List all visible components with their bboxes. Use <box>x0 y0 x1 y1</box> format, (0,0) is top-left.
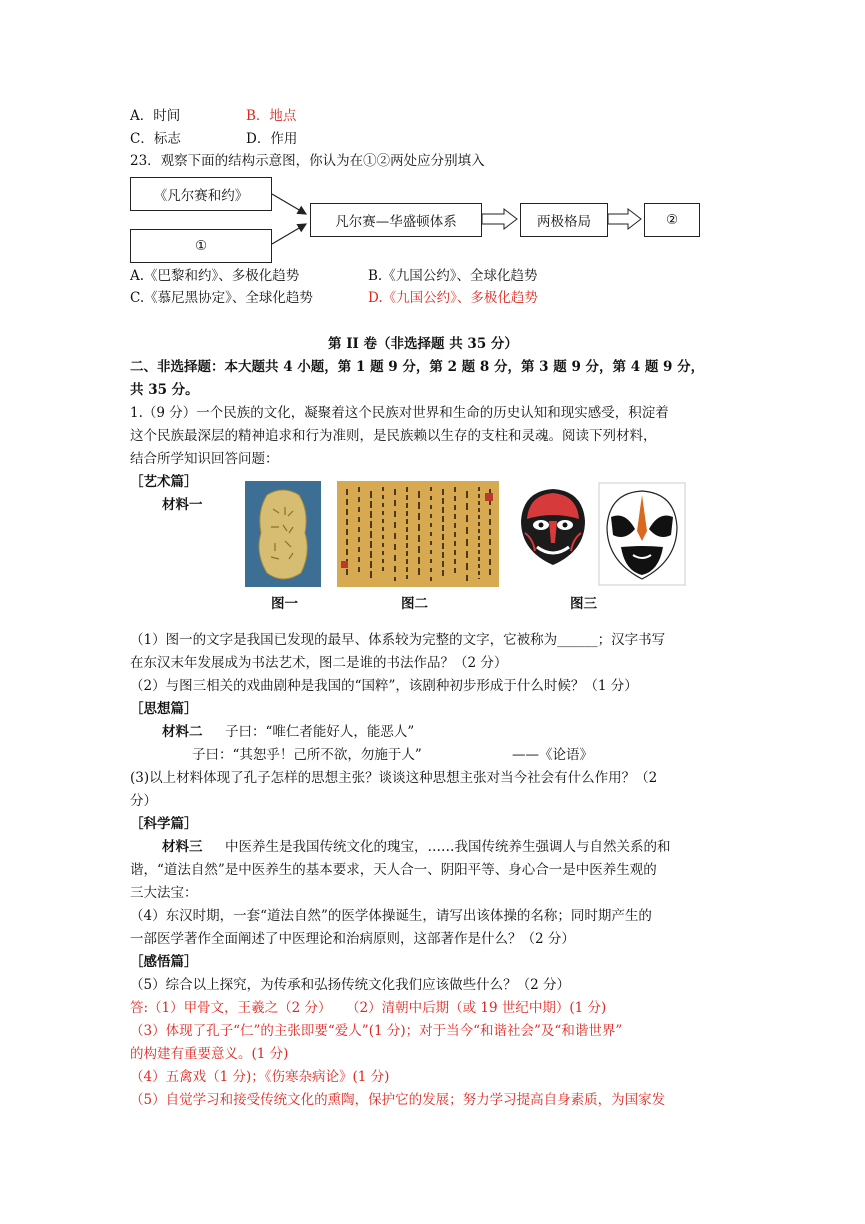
material3-label: 材料三 <box>162 839 203 855</box>
q23-option-d: D.《九国公约》、多极化趋势 <box>368 290 538 306</box>
q1-intro-line2: 这个民族最深层的精神追求和行为准则，是民族赖以生存的支柱和灵魂。阅读下列材料， <box>130 428 657 444</box>
material2-line1: 子曰：“唯仁者能好人，能恶人” <box>225 724 415 740</box>
material3-line2: 谐，“道法自然”是中医养生的基本要求，天人合一、阴阳平等、身心合一是中医养生观的 <box>130 862 657 878</box>
q22-option-a: A．时间 <box>130 108 181 124</box>
thought-heading: ［思想篇］ <box>130 701 198 717</box>
art-heading: ［艺术篇］ <box>130 474 198 490</box>
diagram-arrows <box>0 0 865 300</box>
arrow-treaty-to-system <box>272 194 306 214</box>
material3-line1: 中医养生是我国传统文化的瑰宝，……我国传统养生强调人与自然关系的和 <box>225 839 671 855</box>
q22-option-b: B．地点 <box>246 108 297 124</box>
figure2-calligraphy <box>337 481 499 587</box>
q23-option-a: A.《巴黎和约》、多极化趋势 <box>130 268 300 284</box>
q1-sub4-line1: （4）东汉时期，一套“道法自然”的医学体操诞生，请写出该体操的名称；同时期产生的 <box>130 908 652 924</box>
answer-3-line1: （3）体现了孔子“仁”的主张即要“爱人”(1 分)；对于当今“和谐社会”及“和谐世界” <box>130 1023 623 1039</box>
block-arrow-system-to-bipolar <box>482 209 517 229</box>
answer-5: （5）自觉学习和接受传统文化的熏陶，保护它的发展；努力学习提高自身素质，为国家发 <box>130 1092 666 1108</box>
science-heading: ［科学篇］ <box>130 816 198 832</box>
material3-line3: 三大法宝： <box>130 885 198 901</box>
part2-instructions-line1: 二、非选择题：本大题共 4 小题，第 1 题 9 分，第 2 题 8 分，第 3 题 9 分，第 4 题 9 分， <box>130 359 705 375</box>
feel-heading: ［感悟篇］ <box>130 954 198 970</box>
material2-line2: 子曰：“其恕乎！己所不欲，勿施于人” <box>192 747 422 763</box>
figure3-opera-mask-bw <box>597 481 687 587</box>
q22-option-d: D．作用 <box>246 131 298 147</box>
material2-label: 材料二 <box>162 724 203 740</box>
calligraphy-image <box>337 481 499 587</box>
figure3-opera-mask-color <box>513 481 593 571</box>
q23-option-c: C.《慕尼黑协定》、全球化趋势 <box>130 290 313 306</box>
part2-instructions-line2: 共 35 分。 <box>130 382 199 398</box>
block-arrow-bipolar-to-blank2 <box>608 209 641 229</box>
part2-title: 第 II 卷（非选择题 共 35 分） <box>328 336 518 352</box>
q1-intro-line3: 结合所学知识回答问题： <box>130 451 279 467</box>
figure1-caption: 图一 <box>271 596 298 612</box>
q1-sub1-line2: 在东汉末年发展成为书法艺术，图二是谁的书法作品？（2 分） <box>130 655 508 671</box>
figure3-caption: 图三 <box>570 596 597 612</box>
diagram-box-treaty-label: 《凡尔赛和约》 <box>153 188 249 204</box>
q1-sub2: （2）与图三相关的戏曲剧种是我国的“国粹”，该剧种初步形成于什么时候？（1 分） <box>130 678 638 694</box>
answer-3-line2: 的构建有重要意义。(1 分) <box>130 1046 289 1062</box>
opera-mask-color-image <box>513 481 593 571</box>
diagram-box-bipolar-label: 两极格局 <box>537 214 591 230</box>
q1-intro-line1: 1.（9 分）一个民族的文化，凝聚着这个民族对世界和生命的历史认知和现实感受，积淀着 <box>130 405 669 421</box>
material2-source: ——《论语》 <box>512 747 593 763</box>
diagram-box-blank2-label: ② <box>665 212 679 228</box>
q1-sub4-line2: 一部医学著作全面阐述了中医理论和治病原则，这部著作是什么？（2 分） <box>130 931 575 947</box>
figure2-caption: 图二 <box>401 596 428 612</box>
figure1-oracle-bone <box>245 481 321 587</box>
answer-2: （2）清朝中后期（或 19 世纪中期）(1 分) <box>346 1000 607 1016</box>
opera-mask-bw-image <box>597 481 687 587</box>
q1-sub5: （5）综合以上探究，为传承和弘扬传统文化我们应该做些什么？（2 分） <box>130 977 570 993</box>
arrow-blank1-to-system <box>272 224 306 244</box>
q1-sub3-line1: (3)以上材料体现了孔子怎样的思想主张？谈谈这种思想主张对当今社会有什么作用？（2 <box>130 770 658 786</box>
diagram-box-blank1-label: ① <box>194 238 208 254</box>
oracle-bone-image <box>245 481 321 587</box>
q23-option-b: B.《九国公约》、全球化趋势 <box>368 268 538 284</box>
answer-4: （4）五禽戏（1 分)；《伤寒杂病论》(1 分) <box>130 1069 390 1085</box>
q1-sub3-line2: 分） <box>130 793 157 809</box>
q1-sub1-line1: （1）图一的文字是我国已发现的最早、体系较为完整的文字，它被称为______；汉字书写 <box>130 632 666 648</box>
q22-option-c: C．标志 <box>130 131 181 147</box>
material1-label: 材料一 <box>162 497 203 513</box>
diagram-box-system-label: 凡尔赛—华盛顿体系 <box>335 214 457 230</box>
q23-stem: 23．观察下面的结构示意图，你认为在①②两处应分别填入 <box>130 153 485 169</box>
answer-1: 答:（1）甲骨文，王羲之（2 分） <box>130 1000 332 1016</box>
